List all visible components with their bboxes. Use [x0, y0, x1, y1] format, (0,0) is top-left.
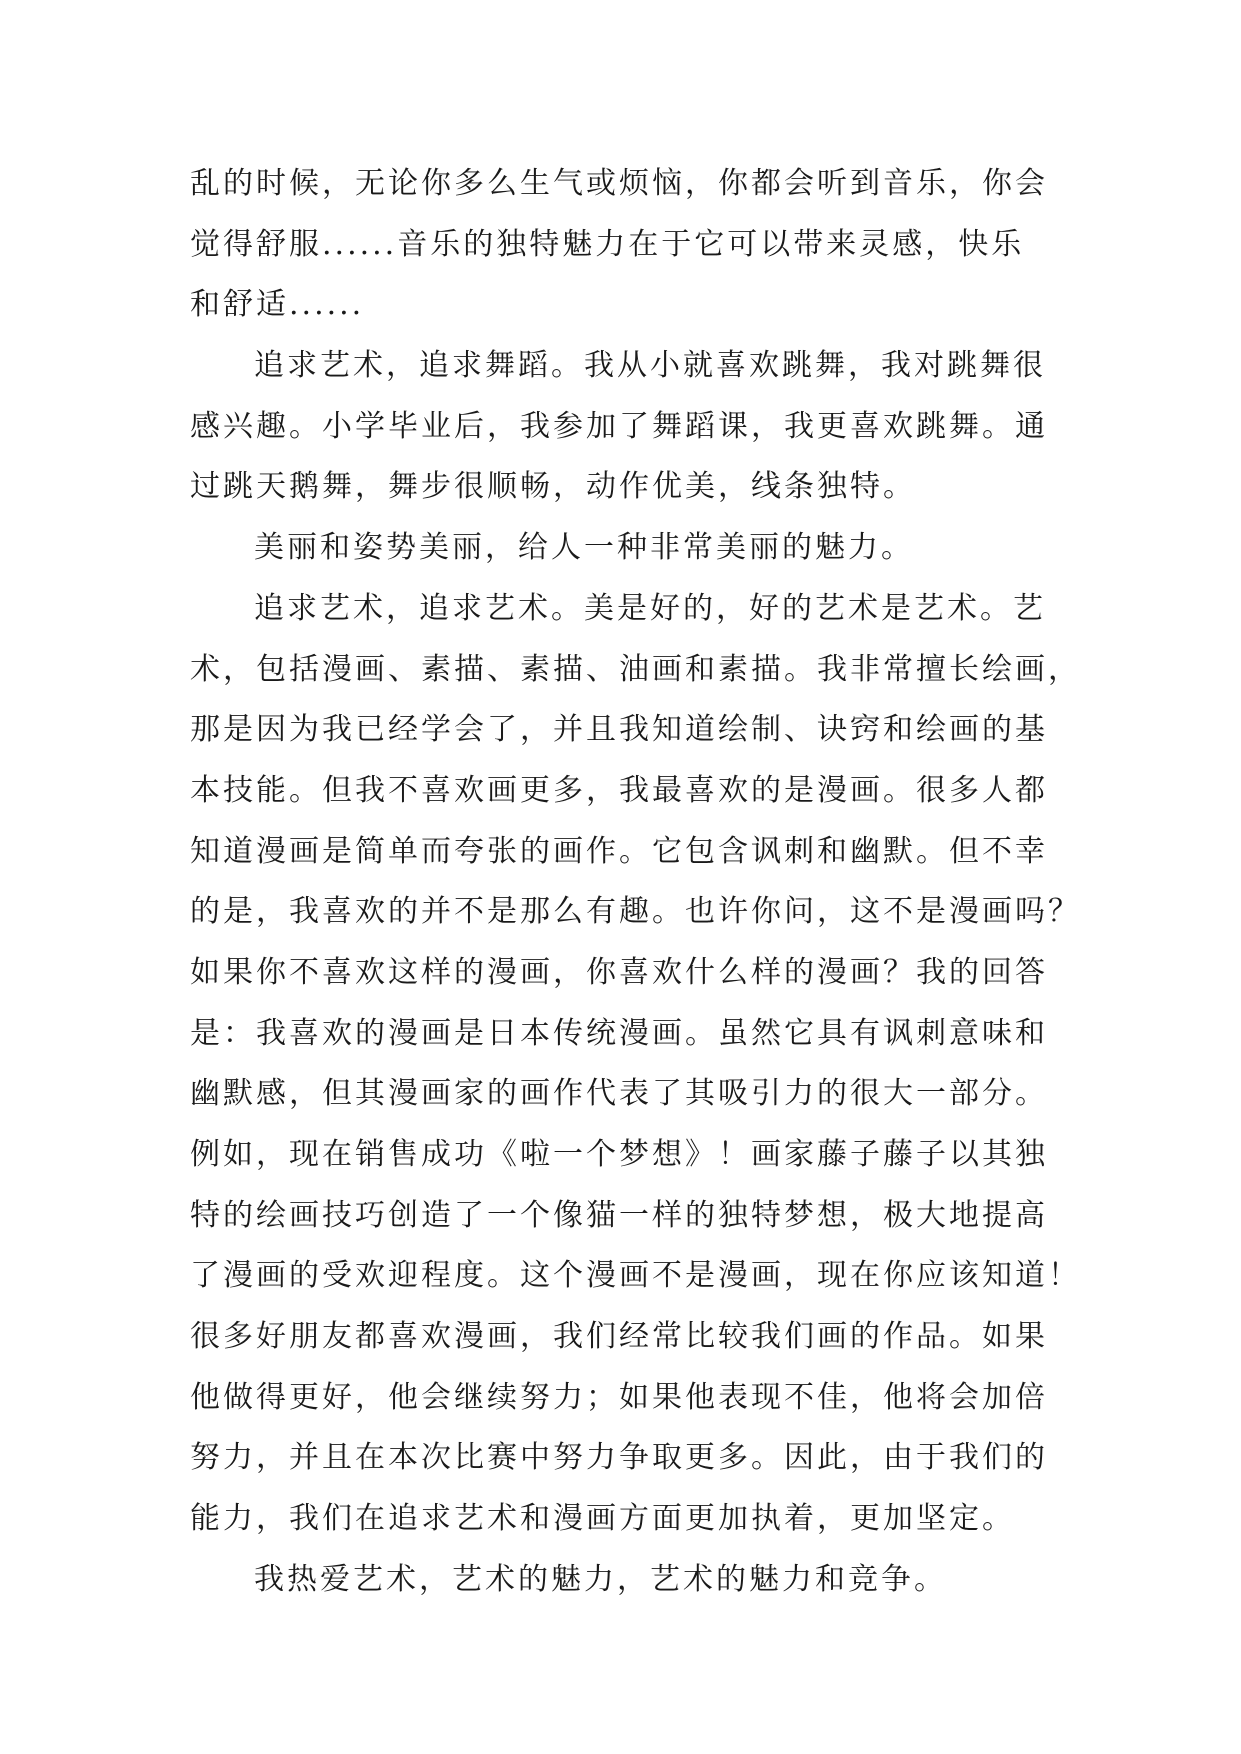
- text-line: 了漫画的受欢迎程度。这个漫画不是漫画，现在你应该知道！: [190, 1258, 1081, 1294]
- text-line: 乱的时候，无论你多么生气或烦恼，你都会听到音乐，你会: [190, 166, 1048, 201]
- text-line: 例如，现在销售成功《啦一个梦想》！画家藤子藤子以其独: [190, 1137, 1048, 1172]
- text-line: 他做得更好，他会继续努力；如果他表现不佳，他将会加倍: [190, 1379, 1048, 1415]
- text-line: 术，包括漫画、素描、素描、油画和素描。我非常擅长绘画，: [190, 651, 1081, 687]
- paragraph-start-line: 追求艺术，追求舞蹈。我从小就喜欢跳舞，我对跳舞很: [254, 348, 1046, 384]
- text-line: 的是，我喜欢的并不是那么有趣。也许你问，这不是漫画吗？: [190, 894, 1081, 930]
- paragraph-start-line: 美丽和姿势美丽，给人一种非常美丽的魅力。: [254, 530, 914, 566]
- text-line: 如果你不喜欢这样的漫画，你喜欢什么样的漫画？我的回答: [190, 954, 1048, 990]
- text-line: 本技能。但我不喜欢画更多，我最喜欢的是漫画。很多人都: [190, 772, 1048, 808]
- text-line: 很多好朋友都喜欢漫画，我们经常比较我们画的作品。如果: [190, 1319, 1048, 1355]
- text-line: 那是因为我已经学会了，并且我知道绘制、诀窍和绘画的基: [190, 712, 1048, 748]
- text-line: 是：我喜欢的漫画是日本传统漫画。虽然它具有讽刺意味和: [190, 1015, 1048, 1051]
- text-line: 感兴趣。小学毕业后，我参加了舞蹈课，我更喜欢跳舞。通: [190, 408, 1048, 444]
- text-line: 过跳天鹅舞，舞步很顺畅，动作优美，线条独特。: [190, 469, 916, 505]
- text-line: 觉得舒服......音乐的独特魅力在于它可以带来灵感，快乐: [190, 226, 1025, 262]
- text-line: 特的绘画技巧创造了一个像猫一样的独特梦想，极大地提高: [190, 1197, 1048, 1233]
- text-line: 幽默感，但其漫画家的画作代表了其吸引力的很大一部分。: [190, 1076, 1048, 1112]
- text-line: 知道漫画是简单而夸张的画作。它包含讽刺和幽默。但不幸: [190, 833, 1048, 869]
- text-line: 努力，并且在本次比赛中努力争取更多。因此，由于我们的: [190, 1440, 1048, 1476]
- essay-body: [190, 154, 1081, 1611]
- text-line: 能力，我们在追求艺术和漫画方面更加执着，更加坚定。: [190, 1501, 1015, 1537]
- paragraph-start-line: 追求艺术，追求艺术。美是好的，好的艺术是艺术。艺: [254, 590, 1046, 626]
- paragraph-start-line: 我热爱艺术，艺术的魅力，艺术的魅力和竞争。: [254, 1561, 947, 1597]
- text-line: 和舒适......: [190, 287, 365, 323]
